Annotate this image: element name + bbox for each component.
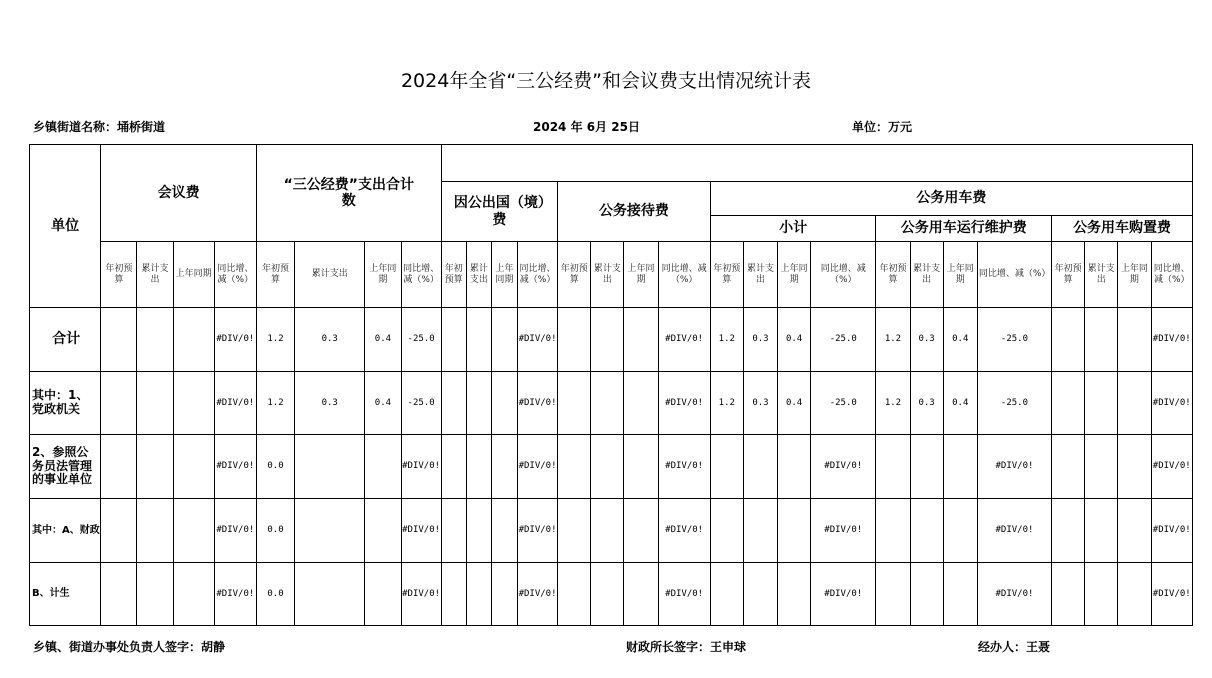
table-cell <box>591 372 624 435</box>
table-cell <box>778 563 811 626</box>
table-cell: #DIV/0! <box>977 499 1051 563</box>
table-cell <box>466 563 491 626</box>
table-cell <box>743 563 777 626</box>
table-cell <box>1085 563 1118 626</box>
table-cell: #DIV/0! <box>1151 308 1193 372</box>
row-label: 2、参照公务员法管理的事业单位 <box>30 435 101 499</box>
subheader-reception-1: 累计支出 <box>591 242 624 308</box>
table-cell <box>624 372 658 435</box>
table-cell: 0.4 <box>365 308 401 372</box>
table-cell <box>1118 435 1151 499</box>
table-cell: #DIV/0! <box>401 435 441 499</box>
subheader-subtotal-0: 年初预算 <box>710 242 743 308</box>
table-cell <box>1118 499 1151 563</box>
table-cell: #DIV/0! <box>977 563 1051 626</box>
subheader-meeting-0: 年初预算 <box>101 242 137 308</box>
table-cell <box>910 435 943 499</box>
table-cell <box>101 372 137 435</box>
table-cell <box>710 563 743 626</box>
table-cell <box>441 435 466 499</box>
head-signature: 乡镇、街道办事处负责人签字：胡静 <box>33 640 226 654</box>
vehicle-fee-header: 公务用车费 <box>710 182 1192 216</box>
table-cell <box>558 499 591 563</box>
table-cell: -25.0 <box>811 308 876 372</box>
table-cell: #DIV/0! <box>811 499 876 563</box>
subheader-vehicle-buy-3: 同比增、减（%） <box>1151 242 1193 308</box>
table-cell: #DIV/0! <box>517 308 557 372</box>
table-cell <box>441 308 466 372</box>
table-cell <box>441 499 466 563</box>
table-cell: #DIV/0! <box>517 435 557 499</box>
handler-signature: 经办人：王聂 <box>978 640 1051 654</box>
table-cell <box>1118 308 1151 372</box>
table-cell <box>365 499 401 563</box>
table-cell <box>466 499 491 563</box>
subheader-abroad-3: 同比增、减（%） <box>517 242 557 308</box>
subheader-subtotal-2: 上年同期 <box>778 242 811 308</box>
table-cell <box>365 563 401 626</box>
table-cell <box>558 308 591 372</box>
table-cell: #DIV/0! <box>658 372 710 435</box>
table-cell: 0.3 <box>295 372 365 435</box>
table-cell <box>466 372 491 435</box>
table-cell: 0.3 <box>743 372 777 435</box>
table-cell <box>1085 308 1118 372</box>
table-cell: 0.4 <box>943 372 977 435</box>
table-cell: 1.2 <box>876 372 910 435</box>
unit-label: 单位：万元 <box>852 120 913 134</box>
table-cell <box>1085 499 1118 563</box>
subheader-vehicle-buy-2: 上年同期 <box>1118 242 1151 308</box>
table-cell: 1.2 <box>256 372 294 435</box>
subheader-meeting-1: 累计支出 <box>137 242 173 308</box>
table-cell: 1.2 <box>876 308 910 372</box>
table-cell: #DIV/0! <box>977 435 1051 499</box>
row-label: 其中：A、财政 <box>30 499 101 563</box>
table-cell: #DIV/0! <box>658 435 710 499</box>
table-cell <box>743 435 777 499</box>
table-cell: #DIV/0! <box>214 563 256 626</box>
table-cell <box>101 308 137 372</box>
table-cell <box>295 499 365 563</box>
subheader-sangong-total-2: 上年同期 <box>365 242 401 308</box>
vehicle-run-header: 公务用车运行维护费 <box>876 216 1052 242</box>
table-cell: #DIV/0! <box>517 499 557 563</box>
table-cell <box>710 499 743 563</box>
table-cell <box>1052 499 1085 563</box>
table-cell: 1.2 <box>710 308 743 372</box>
table-cell: 0.4 <box>943 308 977 372</box>
table-cell: -25.0 <box>401 372 441 435</box>
table-cell: 0.0 <box>256 435 294 499</box>
township-name: 乡镇街道名称：埇桥街道 <box>33 120 166 134</box>
subheader-sangong-total-0: 年初预算 <box>256 242 294 308</box>
table-cell <box>1052 372 1085 435</box>
subheader-sangong-total-3: 同比增、减（%） <box>401 242 441 308</box>
table-cell: -25.0 <box>401 308 441 372</box>
table-cell <box>491 563 517 626</box>
table-cell: #DIV/0! <box>1151 563 1193 626</box>
table-cell: 0.3 <box>743 308 777 372</box>
table-cell <box>624 308 658 372</box>
table-cell: -25.0 <box>977 372 1051 435</box>
table-cell: 1.2 <box>256 308 294 372</box>
table-row <box>30 372 1193 435</box>
subheader-abroad-0: 年初预算 <box>441 242 466 308</box>
table-cell <box>491 435 517 499</box>
table-row <box>30 435 1193 499</box>
table-cell: 0.0 <box>256 563 294 626</box>
subheader-reception-2: 上年同期 <box>624 242 658 308</box>
table-cell <box>173 372 214 435</box>
table-cell <box>743 499 777 563</box>
subheader-vehicle-run-0: 年初预算 <box>876 242 910 308</box>
table-row <box>30 308 1193 372</box>
subheader-vehicle-run-2: 上年同期 <box>943 242 977 308</box>
subheader-sangong-total-1: 累计支出 <box>295 242 365 308</box>
meeting-fee-header: 会议费 <box>101 145 257 242</box>
table-cell: #DIV/0! <box>811 563 876 626</box>
table-cell <box>295 435 365 499</box>
table-cell: #DIV/0! <box>1151 499 1193 563</box>
table-cell <box>491 372 517 435</box>
table-cell: #DIV/0! <box>214 499 256 563</box>
table-cell: #DIV/0! <box>658 499 710 563</box>
table-cell <box>137 308 173 372</box>
table-cell: #DIV/0! <box>214 372 256 435</box>
table-cell <box>137 563 173 626</box>
subheader-subtotal-3: 同比增、减（%） <box>811 242 876 308</box>
table-cell <box>1085 435 1118 499</box>
table-cell <box>365 435 401 499</box>
table-cell <box>876 435 910 499</box>
subheader-meeting-3: 同比增、减（%） <box>214 242 256 308</box>
table-cell <box>876 563 910 626</box>
table-cell <box>943 563 977 626</box>
report-date: 2024 年 6月 25日 <box>533 120 640 134</box>
subheader-vehicle-run-3: 同比增、减（%） <box>977 242 1051 308</box>
table-cell: #DIV/0! <box>517 563 557 626</box>
reception-fee-header: 公务接待费 <box>558 182 711 242</box>
table-cell <box>624 499 658 563</box>
finance-signature: 财政所长签字：王申球 <box>626 640 747 654</box>
table-cell <box>876 499 910 563</box>
table-cell <box>137 499 173 563</box>
table-cell <box>591 308 624 372</box>
table-cell <box>1118 372 1151 435</box>
table-cell: #DIV/0! <box>1151 435 1193 499</box>
report-title: 2024年全省“三公经费”和会议费支出情况统计表 <box>400 70 812 92</box>
table-cell: 1.2 <box>710 372 743 435</box>
table-cell <box>173 308 214 372</box>
table-cell: -25.0 <box>811 372 876 435</box>
abroad-fee-header: 因公出国（境）费 <box>441 182 557 242</box>
table-cell <box>591 563 624 626</box>
table-row <box>30 499 1193 563</box>
subheader-vehicle-run-1: 累计支出 <box>910 242 943 308</box>
table-cell <box>943 499 977 563</box>
table-cell: 0.4 <box>365 372 401 435</box>
subheader-reception-3: 同比增、减（%） <box>658 242 710 308</box>
table-cell: #DIV/0! <box>811 435 876 499</box>
table-cell <box>778 435 811 499</box>
table-cell <box>466 308 491 372</box>
table-cell <box>1118 563 1151 626</box>
table-cell <box>624 435 658 499</box>
subheader-subtotal-1: 累计支出 <box>743 242 777 308</box>
table-cell <box>558 372 591 435</box>
sangong-total-header: “三公经费”支出合计数 <box>256 145 441 242</box>
subheader-reception-0: 年初预算 <box>558 242 591 308</box>
table-cell <box>491 499 517 563</box>
table-cell: #DIV/0! <box>658 308 710 372</box>
table-cell: #DIV/0! <box>214 435 256 499</box>
subheader-meeting-2: 上年同期 <box>173 242 214 308</box>
table-cell <box>1052 435 1085 499</box>
table-cell <box>591 435 624 499</box>
table-cell <box>173 435 214 499</box>
table-cell: #DIV/0! <box>517 372 557 435</box>
table-cell: #DIV/0! <box>1151 372 1193 435</box>
table-cell <box>137 435 173 499</box>
table-cell <box>910 499 943 563</box>
unit-column-header: 单位 <box>30 145 101 308</box>
table-cell <box>441 372 466 435</box>
subheader-vehicle-buy-1: 累计支出 <box>1085 242 1118 308</box>
table-cell <box>710 435 743 499</box>
statistics-table <box>29 144 1193 626</box>
table-cell: 0.4 <box>778 372 811 435</box>
table-cell: #DIV/0! <box>401 499 441 563</box>
table-cell <box>591 499 624 563</box>
table-cell: #DIV/0! <box>214 308 256 372</box>
table-cell <box>778 499 811 563</box>
header-blank-band <box>441 145 1192 182</box>
table-cell: 0.3 <box>910 372 943 435</box>
subheader-vehicle-buy-0: 年初预算 <box>1052 242 1085 308</box>
table-cell <box>137 372 173 435</box>
table-cell <box>101 563 137 626</box>
row-label: B、计生 <box>30 563 101 626</box>
row-label: 其中：1、党政机关 <box>30 372 101 435</box>
table-cell <box>491 308 517 372</box>
table-cell <box>1052 563 1085 626</box>
table-cell <box>101 499 137 563</box>
subheader-abroad-1: 累计支出 <box>466 242 491 308</box>
table-row <box>30 563 1193 626</box>
table-cell: #DIV/0! <box>401 563 441 626</box>
table-cell <box>441 563 466 626</box>
table-cell <box>101 435 137 499</box>
table-cell <box>466 435 491 499</box>
table-cell <box>624 563 658 626</box>
table-cell: 0.4 <box>778 308 811 372</box>
subheader-abroad-2: 上年同期 <box>491 242 517 308</box>
table-cell <box>943 435 977 499</box>
table-cell: -25.0 <box>977 308 1051 372</box>
row-label: 合计 <box>30 308 101 372</box>
table-cell <box>173 563 214 626</box>
table-cell: 0.3 <box>910 308 943 372</box>
table-cell: #DIV/0! <box>658 563 710 626</box>
table-cell <box>1085 372 1118 435</box>
table-cell <box>1052 308 1085 372</box>
table-cell: 0.0 <box>256 499 294 563</box>
table-cell <box>910 563 943 626</box>
table-cell <box>558 435 591 499</box>
table-cell <box>295 563 365 626</box>
subtotal-header: 小计 <box>710 216 876 242</box>
table-cell: 0.3 <box>295 308 365 372</box>
vehicle-buy-header: 公务用车购置费 <box>1052 216 1193 242</box>
table-cell <box>173 499 214 563</box>
table-cell <box>558 563 591 626</box>
